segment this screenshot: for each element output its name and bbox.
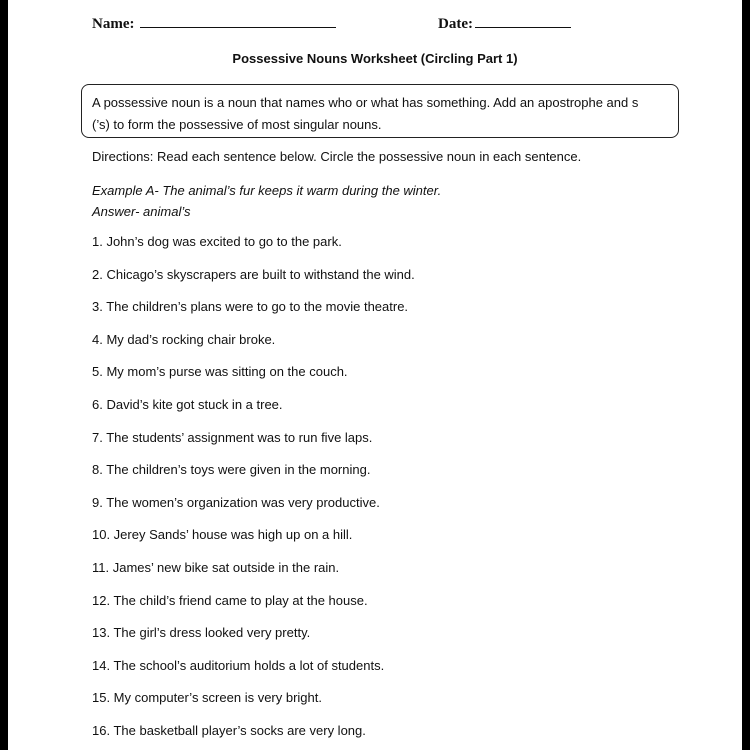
sentence-item: 11. James’ new bike sat outside in the rain.	[92, 559, 340, 575]
directions-text: Directions: Read each sentence below. Circle the possessive noun in each sentence.	[92, 149, 582, 164]
definition-line-2: (’s) to form the possessive of most singular nouns.	[92, 117, 382, 132]
worksheet-page	[8, 0, 742, 750]
name-field	[92, 16, 336, 33]
sentence-item: 5. My mom’s purse was sitting on the couch.	[92, 364, 348, 380]
sentence-item: 9. The women’s organization was very productive.	[92, 494, 380, 510]
worksheet-title: Possessive Nouns Worksheet (Circling Part 1)	[232, 51, 518, 66]
example-sentence: Example A- The animal’s fur keeps it warm during the winter.	[92, 183, 442, 198]
definition-box	[81, 84, 679, 138]
sentence-item: 7. The students’ assignment was to run five laps.	[92, 429, 373, 445]
sentence-item: 4. My dad’s rocking chair broke.	[92, 331, 276, 347]
name-label: Name:	[92, 16, 135, 32]
date-field	[438, 16, 571, 33]
example-block	[92, 180, 441, 222]
example-answer: Answer- animal’s	[92, 204, 191, 219]
sentence-item: 12. The child’s friend came to play at the house.	[92, 592, 368, 608]
name-blank-line	[140, 27, 336, 28]
sentence-item: 6. David’s kite got stuck in a tree.	[92, 396, 283, 412]
sentence-item: 15. My computer’s screen is very bright.	[92, 690, 322, 706]
date-label: Date:	[438, 16, 473, 32]
definition-line-1: A possessive noun is a noun that names who or what has something. Add an apostrophe and s	[92, 95, 639, 110]
sentence-item: 10. Jerey Sands’ house was high up on a hill.	[92, 527, 353, 543]
sentence-item: 16. The basketball player’s socks are very long.	[92, 722, 366, 738]
date-blank-line	[475, 27, 571, 28]
sentence-list	[92, 233, 415, 750]
sentence-item: 2. Chicago’s skyscrapers are built to withstand the wind.	[92, 266, 415, 282]
sentence-item: 8. The children’s toys were given in the morning.	[92, 462, 371, 478]
sentence-item: 1. John’s dog was excited to go to the park.	[92, 234, 342, 249]
sentence-item: 3. The children’s plans were to go to the movie theatre.	[92, 299, 409, 315]
sentence-item: 13. The girl’s dress looked very pretty.	[92, 625, 311, 641]
sentence-item: 14. The school’s auditorium holds a lot of students.	[92, 657, 385, 673]
